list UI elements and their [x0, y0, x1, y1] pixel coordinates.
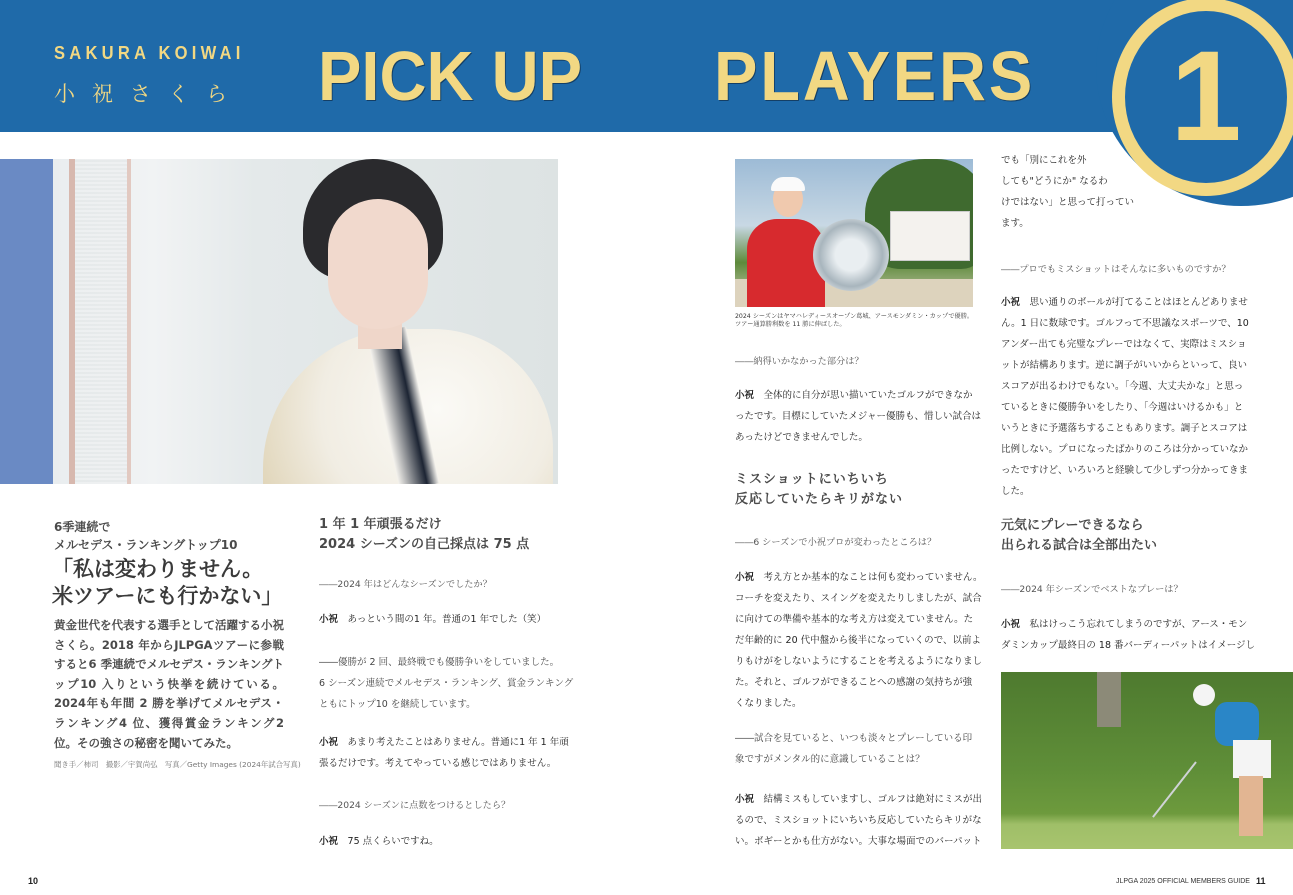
answer [319, 609, 546, 630]
title-players: PLAYERS [714, 37, 1036, 115]
speaker: 小祝 [1001, 297, 1021, 308]
answer-text: に向けての準備や基本的な考え方は変えていません。た [735, 614, 974, 625]
answer [735, 789, 982, 852]
putting-photo [1001, 672, 1293, 849]
answer-text: けではない」と思って打ってい [1001, 197, 1135, 208]
answer-text: あったけどできませんでした。 [735, 432, 868, 443]
question: ――納得いかなかった部分は？ [735, 356, 864, 367]
kicker-line: 6季連続で [54, 520, 111, 534]
answer-text: 私はけっこう忘れてしまうのですが、アース・モン [1029, 619, 1248, 630]
answer-text: ったですけど、いろいろと経験して少しずつ分かってきま [1001, 465, 1249, 476]
question: ――6 シーズンで小祝プロが変わったところは？ [735, 537, 937, 548]
speaker: 小祝 [319, 614, 339, 625]
question-line: 6 シーズン連続でメルセデス・ランキング、賞金ランキング [319, 678, 574, 689]
shoji-screen [75, 159, 127, 484]
answer-text: くなりました。 [735, 698, 802, 709]
title-line: 米ツアーにも行かない」 [52, 584, 283, 608]
answer-text: ダミンカップ最終日の 18 番バーディーパットはイメージし [1001, 640, 1256, 651]
section-heading [319, 515, 529, 555]
answer-text: ったです。目標にしていたメジャー優勝も、惜しい試合は [735, 411, 982, 422]
answer-text: るので、ミスショットにいちいち反応していたらキリがな [735, 815, 982, 826]
photo-caption: 2024 シーズンはヤマハレディースオープン葛城、アースモンダミン・カップで優勝。ツアー通算勝利数を 11 勝に伸ばした。 [735, 313, 974, 329]
answer [319, 732, 569, 774]
heading-line: 出られる試合は全部出たい [1001, 538, 1158, 553]
answer-text: 考え方とか基本的なことは何も変わっていません。 [763, 572, 983, 583]
answer-text: 75 点くらいですね。 [347, 836, 439, 847]
heading-line: 2024 シーズンの自己採点は 75 点 [319, 537, 530, 552]
answer-text: ているときに優勝争いをしたり、「今週はいけるかも」と [1001, 402, 1244, 413]
kicker-line: メルセデス・ランキングトップ10 [54, 538, 238, 552]
question: ――2024 シーズンに点数をつけるとしたら？ [319, 800, 511, 811]
face [328, 199, 428, 329]
answer-text: あっという間の1 年。普通の1 年でした（笑） [347, 614, 547, 625]
answer [1001, 614, 1255, 656]
speaker: 小祝 [735, 794, 755, 805]
question: ――2024 年はどんなシーズンでしたか？ [319, 579, 492, 590]
speaker: 小祝 [735, 390, 755, 401]
player-cap [1193, 684, 1215, 706]
answer-text: あまり考えたことはありません。普通に1 年 1 年頑 [347, 737, 569, 748]
answer-text: しても"どうにか" なるわ [1001, 176, 1108, 187]
heading-line: 元気にプレーできるなら [1001, 518, 1144, 533]
speaker: 小祝 [319, 836, 339, 847]
speaker: 小祝 [1001, 619, 1021, 630]
question: ――2024 年シーズンでベストなプレーは？ [1001, 584, 1183, 595]
answer-text: だ年齢的に 20 代中盤から後半になっていくので、以前よ [735, 635, 981, 646]
answer-text: いうときに予選落ちすることもあります。調子とスコアは [1001, 423, 1248, 434]
heading-line: 反応していたらキリがない [735, 492, 904, 507]
trophy-photo [735, 159, 973, 307]
question-line: ――優勝が 2 回、最終戦でも優勝争いをしていました。 [319, 657, 560, 668]
page-number-right: 11 [1256, 876, 1266, 886]
answer [319, 831, 439, 852]
guide-title: JLPGA 2025 OFFICIAL MEMBERS GUIDE [1116, 878, 1250, 885]
answer-text: でも「別にこれを外 [1001, 155, 1087, 166]
section-heading [1001, 516, 1157, 556]
lead-title [52, 556, 282, 610]
player-name-en: SAKURA KOIWAI [54, 43, 245, 63]
answer-text: コーチを変えたり、スイングを変えたりしましたが、試合 [735, 593, 982, 604]
answer-text: い。ボギーとかも仕方がない。大事な場面でのバーパット [735, 836, 982, 847]
answer-text: ます。 [1001, 218, 1029, 229]
answer-text: 結構ミスもしていますし、ゴルフは絶対にミスが出 [763, 794, 983, 805]
answer-text: 比例しない。プロになったばかりのころは分かっていなか [1001, 444, 1249, 455]
door-frame [127, 159, 131, 484]
question-line: 象ですがメンタル的に意識していることは？ [735, 754, 925, 765]
answer-text: た。それと、ゴルフができることへの感謝の気持ちが強 [735, 677, 973, 688]
answer-text: 思い通りのボールが打てることはほとんどありませ [1029, 297, 1248, 308]
answer-continued [1001, 150, 1134, 234]
feature-number: 1 [1170, 25, 1242, 168]
heading-line: ミスショットにいちいち [735, 472, 889, 487]
answer [735, 567, 983, 714]
tree-trunk [1097, 672, 1121, 727]
door-frame [69, 159, 75, 484]
trophy-plate [813, 219, 889, 291]
leaderboard [890, 211, 970, 261]
title-line: 「私は変わりません。 [52, 557, 264, 581]
lead-kicker [54, 518, 238, 554]
question [319, 652, 573, 715]
title-pick-up: PICK UP [318, 37, 583, 115]
side-accent-bar [0, 159, 53, 484]
photo-credit: 聞き手／柿司 撮影／宇賀尚弘 写真／Getty Images (2024年試合写真) [54, 760, 301, 769]
question-line: ともにトップ10 を継続しています。 [319, 699, 476, 710]
answer-text: ットが結構あります。逆に調子がいいからといって、良い [1001, 360, 1248, 371]
section-heading [735, 470, 903, 510]
heading-line: 1 年 1 年頑張るだけ [319, 517, 442, 532]
answer-text: アンダー出ても完璧なプレーではなくて、実際はミスショ [1001, 339, 1247, 350]
question-line: ――試合を見ていると、いつも淡々とプレーしている印 [735, 733, 973, 744]
speaker: 小祝 [735, 572, 755, 583]
answer-text: 張るだけです。考えてやっている感じではありません。 [319, 758, 557, 769]
answer-text: スコアが出るわけでもない。「今週、大丈夫かな」と思っ [1001, 381, 1244, 392]
question [735, 728, 972, 770]
answer-text: ん。1 日に数球です。ゴルフって不思議なスポーツで、10 [1001, 318, 1249, 329]
answer [735, 385, 981, 448]
legs [1239, 776, 1263, 836]
lead-body: 黄金世代を代表する選手として活躍する小祝さくら。2018 年からJLPGAツアーに参戦すると6 季連続でメルセデス・ランキングトップ10 入りという快挙を続けている。2024年も年間 2 勝を挙げてメルセデス・ランキング4 位、獲得賞金ランキング2 位。その強さの秘密を聞いてみた。 [54, 618, 284, 750]
answer-text: 全体的に自分が思い描いていたゴルフができなか [763, 390, 973, 401]
cap [771, 177, 805, 191]
answer-text: した。 [1001, 486, 1030, 497]
answer [1001, 292, 1249, 502]
speaker: 小祝 [319, 737, 339, 748]
player-name-jp: 小祝さくら [54, 82, 244, 106]
question: ――プロでもミスショットはそんなに多いものですか？ [1001, 264, 1231, 275]
putter [1152, 761, 1197, 817]
answer-text: りもけがをしないようにすることを考えるようになりまし [735, 656, 983, 667]
white-skirt [1233, 740, 1271, 778]
page-number-left: 10 [28, 876, 39, 886]
portrait-photo [53, 159, 558, 484]
